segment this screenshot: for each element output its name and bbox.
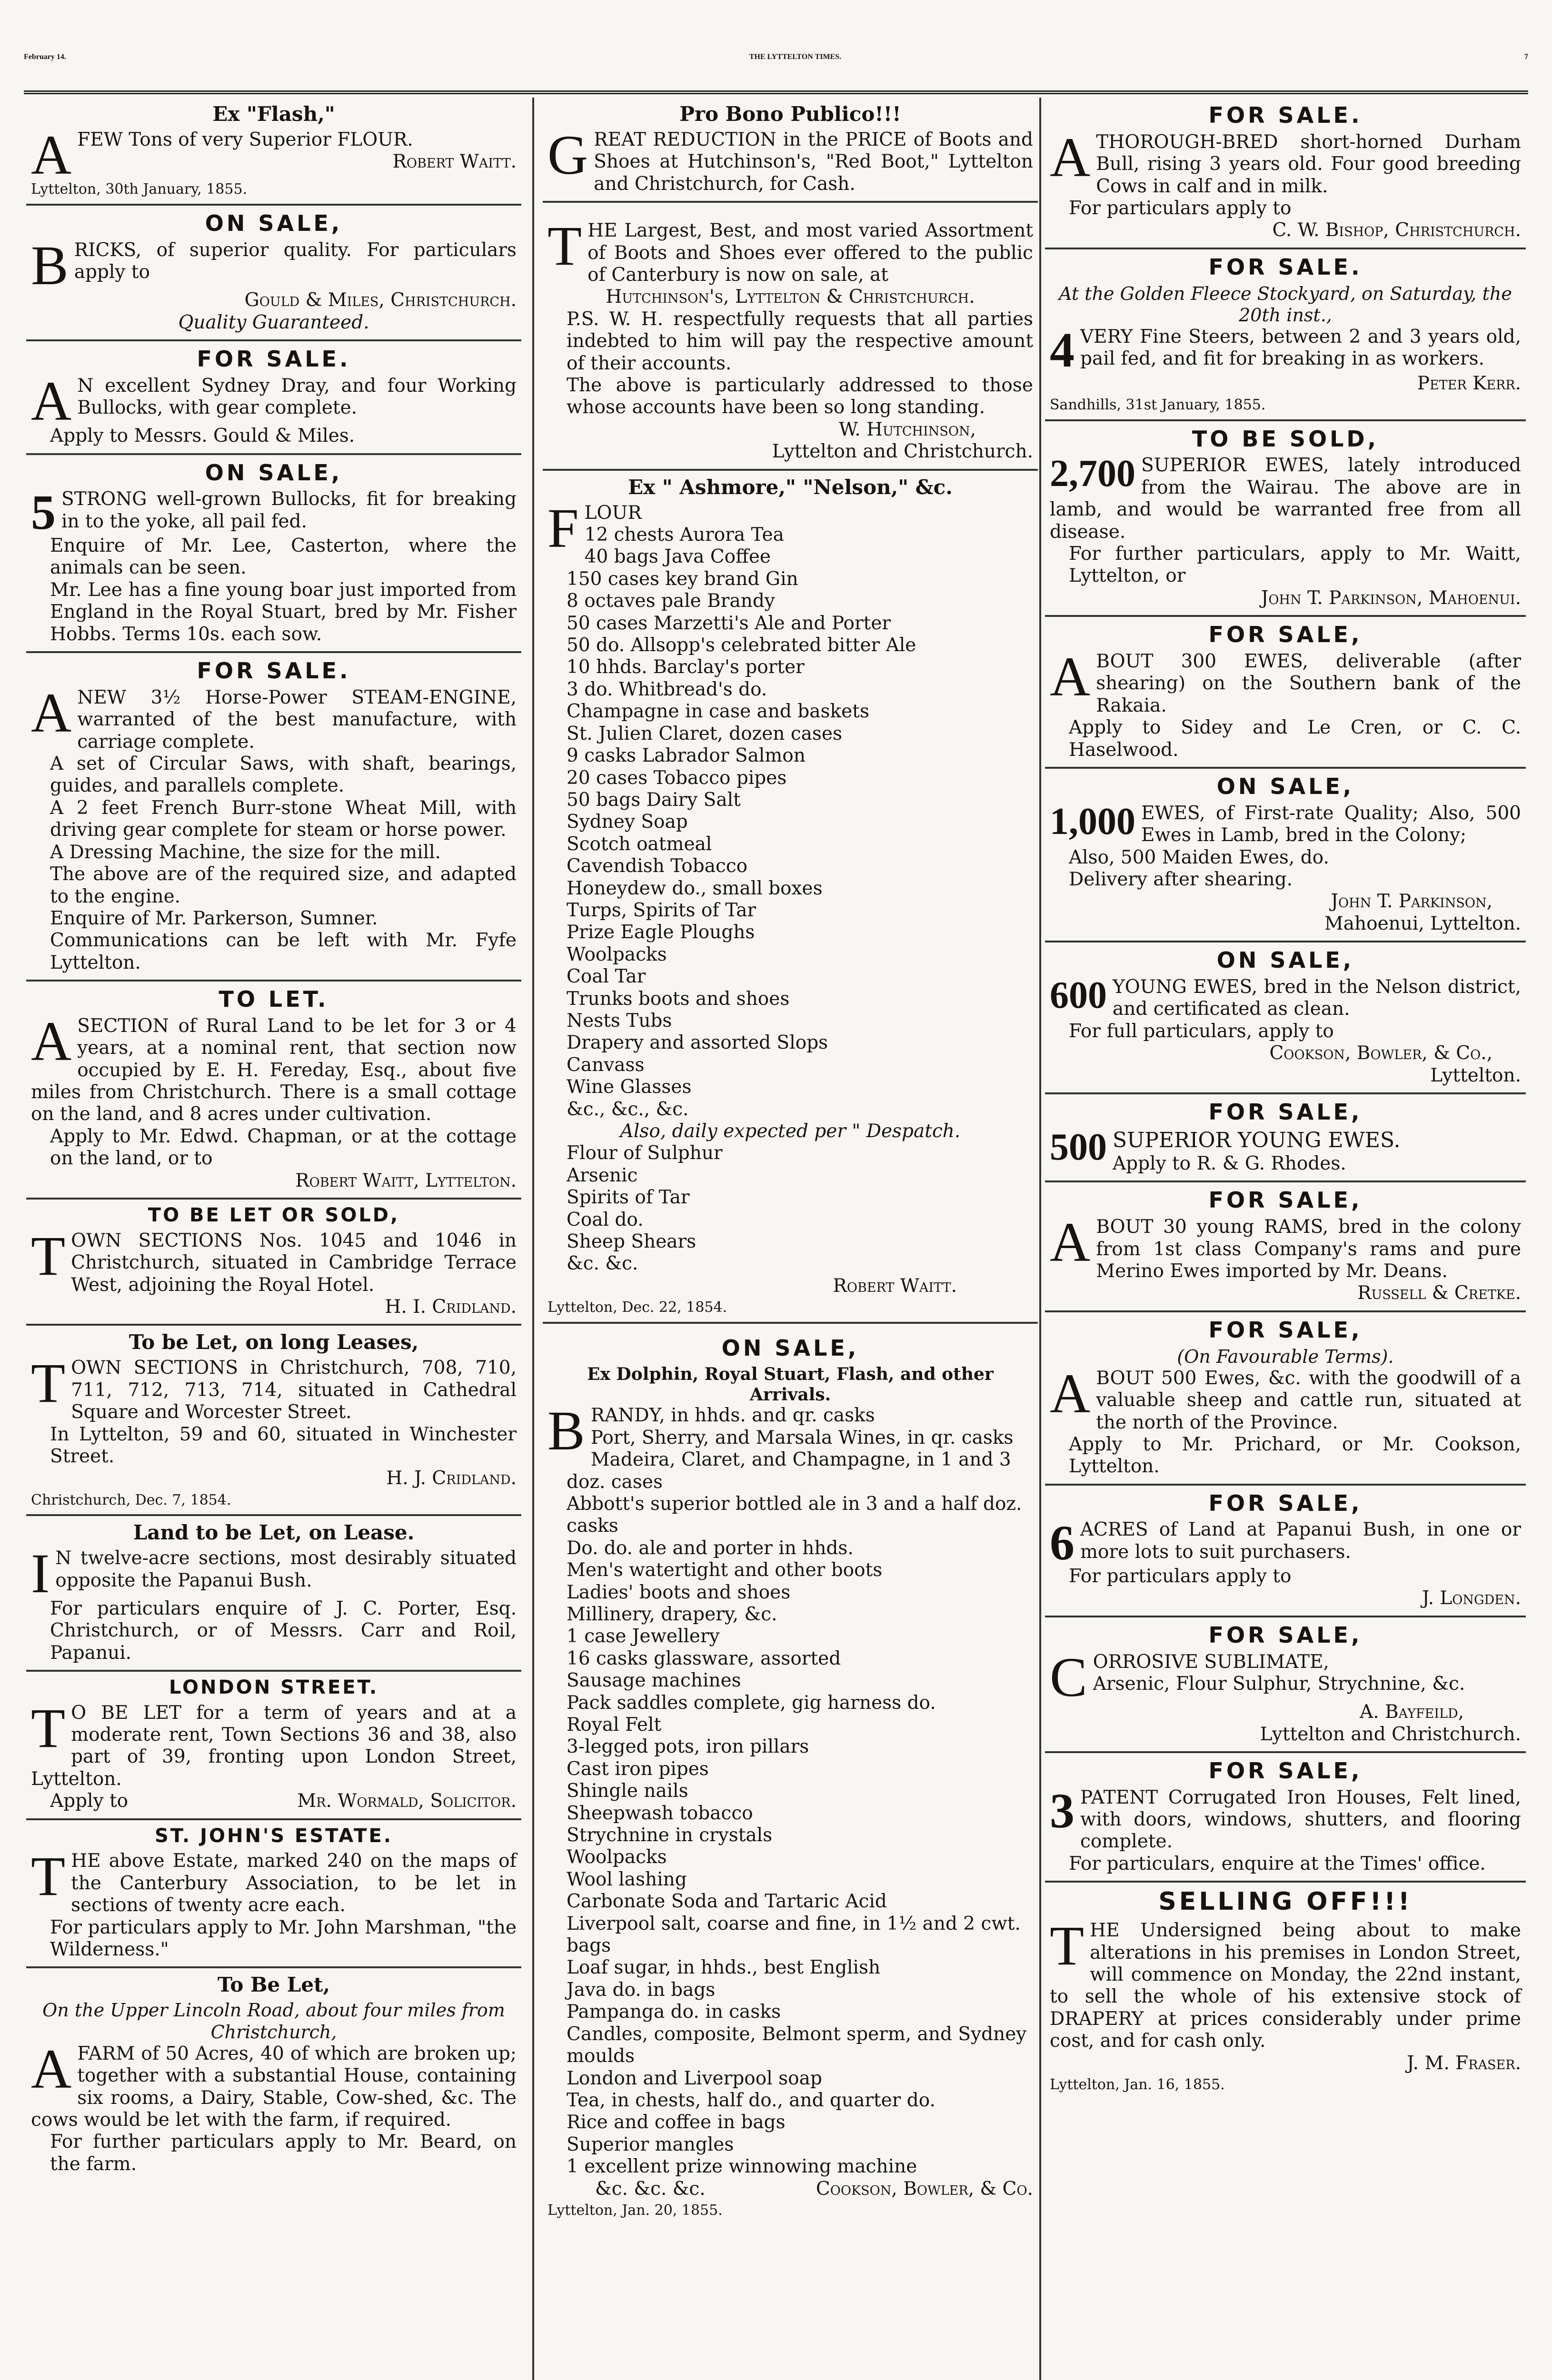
ad-heading: FOR SALE, xyxy=(1208,1187,1363,1213)
goods-item: 8 octaves pale Brandy xyxy=(567,590,775,612)
drop-cap: 500 xyxy=(1050,1126,1107,1168)
ad-rams xyxy=(1045,1182,1526,1312)
ad-text-line: Hutchinson's, Lyttelton & Christchurch. xyxy=(606,286,975,308)
ad-signature: Robert Waitt, Lyttelton. xyxy=(295,1170,517,1191)
ad-paragraph: For particulars apply to xyxy=(1069,1566,1292,1587)
ad-date: Lyttelton, Dec. 22, 1854. xyxy=(547,1299,727,1316)
ad-farm xyxy=(26,1968,521,2181)
ad-paragraph: For particulars enquire of J. C. Porter, Esq. Christchurch, or of Messrs. Carr and Roil, Papanui. xyxy=(50,1597,517,1664)
ad-paragraph: Delivery after shearing. xyxy=(1069,868,1293,890)
goods-item: Cavendish Tobacco xyxy=(567,855,748,877)
ad-bricks xyxy=(26,206,521,341)
ad-signature: Peter Kerr. xyxy=(1417,372,1521,394)
drop-cap: A xyxy=(31,1010,72,1072)
ad-dray xyxy=(26,341,521,455)
goods-item: Loaf sugar, in hhds., best English xyxy=(567,1957,881,1979)
ad-signature: Lyttelton. xyxy=(1430,1064,1521,1086)
ad-text: N twelve-acre sections, most desirably situated opposite the Papanui Bush. xyxy=(55,1547,517,1591)
ad-flash xyxy=(26,98,521,206)
ad-ewes-300 xyxy=(1045,617,1526,769)
ad-town-sections xyxy=(26,1200,521,1326)
ad-text: YOUNG EWES, bred in the Nelson district, and certificated as clean. xyxy=(1113,976,1521,1020)
ad-signature: H. I. Cridland. xyxy=(385,1296,517,1318)
ad-heading: TO LET. xyxy=(219,986,329,1012)
ad-paragraph: In Lyttelton, 59 and 60, situated in Winchester Street. xyxy=(50,1423,517,1467)
ad-text: ACRES of Land at Papanui Bush, in one or more lots to suit purchasers. xyxy=(1080,1519,1521,1563)
ad-paragraph: The above are of the required size, and adapted to the engine. xyxy=(50,863,517,907)
drop-cap: A xyxy=(1050,1211,1091,1274)
column-3 xyxy=(1045,98,1526,2380)
ad-signature: Mahoenui, Lyttelton. xyxy=(1324,912,1521,934)
goods-item: Drapery and assorted Slops xyxy=(567,1032,828,1054)
ad-paragraph: For further particulars apply to Mr. Beard, on the farm. xyxy=(50,2131,517,2175)
goods-item: Nests Tubs xyxy=(567,1010,672,1031)
goods-item: St. Julien Claret, dozen cases xyxy=(567,723,843,744)
goods-item: Java do. in bags xyxy=(567,1979,716,2001)
ad-london-street xyxy=(26,1672,521,1820)
goods-item: London and Liverpool soap xyxy=(567,2067,822,2089)
ad-heading: ON SALE, xyxy=(1216,947,1354,973)
goods-item: Coal Tar xyxy=(567,966,646,988)
ad-heading: FOR SALE, xyxy=(1208,1757,1363,1784)
ad-text: EWES, of First-rate Quality; Also, 500 Ewes in Lamb, bred in the Colony; xyxy=(1141,802,1521,846)
ad-subheading: At the Golden Fleece Stockyard, on Saturday, the 20th inst., xyxy=(1059,283,1512,326)
ad-paragraph: Apply to Mr. Edwd. Chapman, or at the cottage on the land, or to xyxy=(50,1125,517,1170)
drop-cap: A xyxy=(1050,1362,1091,1425)
ad-heading: Ex "Flash," xyxy=(212,102,335,126)
ad-heading: LONDON STREET. xyxy=(169,1676,379,1699)
ad-ewes-2700 xyxy=(1045,421,1526,617)
ad-st-johns xyxy=(26,1820,521,1969)
ad-text: RICKS, of superior quality. For particulars apply to xyxy=(74,239,517,283)
goods-item: 3-legged pots, iron pillars xyxy=(567,1736,809,1758)
ad-paragraph: For particulars apply to xyxy=(1069,197,1292,219)
ad-heading: ON SALE, xyxy=(205,459,343,486)
ad-date: Sandhills, 31st January, 1855. xyxy=(1050,396,1266,413)
drop-cap: T xyxy=(31,1224,66,1287)
ad-paragraph: A 2 feet French Burr-stone Wheat Mill, with driving gear complete for steam or horse power. xyxy=(50,797,517,841)
ad-date: Lyttelton, Jan. 20, 1855. xyxy=(547,2202,723,2219)
goods-item: Pampanga do. in casks xyxy=(567,2001,781,2023)
goods-item: Millinery, drapery, &c. xyxy=(567,1603,777,1625)
ad-signature: Cookson, Bowler, & Co., xyxy=(1269,1042,1492,1064)
ad-paragraph: For particulars apply to Mr. John Marshman, "the Wilderness." xyxy=(50,1916,517,1960)
ad-text: BOUT 30 young RAMS, bred in the colony from 1st class Company's rams and pure Merino Ewes imported by Mr. Deans. xyxy=(1096,1216,1521,1282)
ad-heading: FOR SALE, xyxy=(1208,622,1363,648)
drop-cap: A xyxy=(31,2037,72,2100)
goods-item: Tea, in chests, half do., and quarter do. xyxy=(567,2089,935,2111)
column-2 xyxy=(543,98,1038,2380)
ad-heading: ON SALE, xyxy=(1216,773,1354,799)
ad-signature: H. J. Cridland. xyxy=(386,1468,517,1489)
column-1 xyxy=(26,98,521,2380)
ad-text: PATENT Corrugated Iron Houses, Felt lined, with doors, windows, shutters, and flooring complete. xyxy=(1080,1786,1521,1853)
goods-item: Ladies' boots and shoes xyxy=(567,1581,791,1603)
ad-heading: FOR SALE, xyxy=(1208,1490,1363,1516)
ad-etc: &c. &c. &c. xyxy=(595,2178,706,2200)
ad-leases xyxy=(26,1326,521,1516)
ad-land-lease xyxy=(26,1516,521,1672)
ad-text: FEW Tons of very Superior FLOUR. xyxy=(77,129,413,150)
ad-heading: Land to be Let, on Lease. xyxy=(133,1521,415,1545)
goods-item: Scotch oatmeal xyxy=(567,833,712,855)
goods-item: Pack saddles complete, gig harness do. xyxy=(567,1692,936,1714)
ad-paragraph: Also, 500 Maiden Ewes, do. xyxy=(1069,846,1329,868)
goods-item: 12 chests Aurora Tea xyxy=(584,524,784,546)
ad-signature: Gould & Miles, Christchurch. xyxy=(244,289,517,311)
ad-paragraph: Apply to Sidey and Le Cren, or C. C. Haselwood. xyxy=(1069,717,1521,761)
ad-signature: Lyttelton and Christchurch. xyxy=(772,441,1033,463)
ad-paragraph: Enquire of Mr. Parkerson, Sumner. xyxy=(50,907,378,929)
ad-signature: John T. Parkinson, Mahoenui. xyxy=(1261,587,1521,609)
ad-text: BOUT 500 Ewes, &c. with the goodwill of a valuable sheep and cattle run, situated at the north of the Province. xyxy=(1096,1367,1521,1433)
ad-signature: Russell & Cretke. xyxy=(1357,1282,1521,1304)
ad-tolet xyxy=(26,982,521,1200)
ad-note: Also, daily expected per " Despatch. xyxy=(620,1121,961,1142)
ad-text: Apply to R. & G. Rhodes. xyxy=(1113,1153,1346,1174)
ad-text: RANDY, in hhds. and qr. casks xyxy=(590,1405,875,1427)
goods-item: 3 do. Whitbread's do. xyxy=(567,678,767,700)
goods-item: Liverpool salt, coarse and fine, in 1½ and 2 cwt. bags xyxy=(567,1913,1021,1957)
goods-item: Woolpacks xyxy=(567,1846,667,1868)
ad-signature: J. Longden. xyxy=(1422,1587,1521,1609)
goods-item: 150 cases key brand Gin xyxy=(567,568,798,590)
ad-text: N excellent Sydney Dray, and four Working Bullocks, with gear complete. xyxy=(77,375,517,419)
goods-item: Shingle nails xyxy=(567,1780,688,1802)
ad-text: NEW 3½ Horse-Power STEAM-ENGINE, warranted of the best manufacture, with carriage complete. xyxy=(77,686,517,753)
ad-text: O BE LET for a term of years and at a moderate rent, Town Sections 36 and 38, also part of 39, fronting upon London Street, Lyttelton. xyxy=(31,1702,517,1790)
page-number: 7 xyxy=(1524,53,1528,61)
goods-item: 1 case Jewellery xyxy=(567,1626,720,1647)
drop-cap: F xyxy=(547,496,579,559)
ad-ewes-1000 xyxy=(1045,769,1526,942)
masthead-title: THE LYTTELTON TIMES. xyxy=(749,53,842,61)
ad-apply: Apply to xyxy=(50,1790,129,1812)
goods-item: Strychnine in crystals xyxy=(567,1825,773,1846)
goods-item: 40 bags Java Coffee xyxy=(584,546,771,568)
drop-cap: T xyxy=(1050,1914,1084,1977)
ad-bullocks xyxy=(26,455,521,653)
goods-item: Abbott's superior bottled ale in 3 and a half doz. casks xyxy=(567,1493,1022,1537)
drop-cap: B xyxy=(31,234,69,297)
drop-cap: 4 xyxy=(1050,322,1074,377)
ad-text: HE above Estate, marked 240 on the maps of the Canterbury Association, to be let in sections of twenty acre each. xyxy=(71,1850,517,1916)
goods-item: Port, Sherry, and Marsala Wines, in qr. casks xyxy=(590,1427,1014,1448)
ad-subheading: On the Upper Lincoln Road, about four miles from Christchurch, xyxy=(42,2000,505,2043)
goods-item: Madeira, Claret, and Champagne, in 1 and 3 doz. cases xyxy=(567,1449,1011,1493)
goods-item: Carbonate Soda and Tartaric Acid xyxy=(567,1891,887,1913)
goods-item: Woolpacks xyxy=(567,943,667,965)
ad-heading: FOR SALE. xyxy=(197,346,351,372)
ad-acres xyxy=(1045,1486,1526,1617)
ad-subheading: Ex Dolphin, Royal Stuart, Flash, and other Arrivals. xyxy=(587,1364,994,1405)
ad-text: SUPERIOR EWES, lately introduced from the Wairau. The above are in lamb, and would be warranted free from all disease. xyxy=(1050,455,1521,543)
ad-paragraph: Apply to Mr. Prichard, or Mr. Cookson, Lyttelton. xyxy=(1069,1433,1521,1478)
goods-item: Turps, Spirits of Tar xyxy=(567,899,756,921)
drop-cap: 6 xyxy=(1050,1516,1074,1571)
ad-paragraph: Enquire of Mr. Lee, Casterton, where the animals can be seen. xyxy=(50,535,517,579)
ad-heading: TO BE SOLD, xyxy=(1192,426,1379,452)
drop-cap: 3 xyxy=(1050,1783,1074,1838)
ad-signature: Cookson, Bowler, & Co. xyxy=(816,2178,1033,2200)
ad-text: ORROSIVE SUBLIMATE, xyxy=(1093,1651,1329,1673)
ad-heading: Pro Bono Publico!!! xyxy=(679,102,901,126)
ad-text: REAT REDUCTION in the PRICE of Boots and Shoes at Hutchinson's, "Red Boot," Lyttelton and Christchurch, for Cash. xyxy=(594,129,1033,195)
drop-cap: 2,700 xyxy=(1050,453,1135,495)
goods-item: 1 excellent prize winnowing machine xyxy=(567,2156,917,2178)
ad-text: OWN SECTIONS in Christchurch, 708, 710, 711, 712, 713, 714, situated in Cathedral Square and Worcester Street. xyxy=(71,1357,517,1423)
ad-text: STRONG well-grown Bullocks, fit for breaking in to the yoke, all pail fed. xyxy=(61,488,517,532)
ad-note: Quality Guaranteed. xyxy=(178,311,369,333)
goods-item: 50 cases Marzetti's Ale and Porter xyxy=(567,612,891,634)
ad-heading: FOR SALE. xyxy=(1208,102,1363,128)
drop-cap: G xyxy=(547,123,588,186)
drop-cap: B xyxy=(547,1399,585,1462)
ad-heading: ON SALE, xyxy=(721,1335,859,1361)
drop-cap: T xyxy=(31,1696,66,1759)
ad-text: VERY Fine Steers, between 2 and 3 years old, pail fed, and fit for breaking in as workers. xyxy=(1080,326,1521,370)
ad-pro-bono xyxy=(543,98,1038,203)
goods-item: Canvass xyxy=(567,1054,645,1076)
ad-paragraph: For particulars, enquire at the Times' office. xyxy=(1069,1853,1486,1874)
ad-paragraph: Communications can be left with Mr. Fyfe Lyttelton. xyxy=(50,930,517,973)
ad-signature: Robert Waitt. xyxy=(392,151,517,173)
ad-text: OWN SECTIONS Nos. 1045 and 1046 in Christchurch, situated in Cambridge Terrace West, adjoining the Royal Hotel. xyxy=(71,1230,517,1296)
goods-item: &c., &c., &c. xyxy=(567,1098,689,1120)
ad-signature: C. W. Bishop, Christchurch. xyxy=(1272,219,1521,241)
drop-cap: A xyxy=(31,369,72,432)
ad-date: Lyttelton, 30th January, 1855. xyxy=(31,181,248,198)
goods-item: Wine Glasses xyxy=(567,1076,692,1098)
goods-item: Champagne in case and baskets xyxy=(567,701,869,723)
ad-paragraph: For further particulars, apply to Mr. Waitt, Lyttelton, or xyxy=(1069,543,1521,587)
goods-item: 50 bags Dairy Salt xyxy=(567,789,741,811)
ad-paragraph: Mr. Lee has a fine young boar just imported from England in the Royal Stuart, bred by Mr. Fisher Hobbs. Terms 10s. each sow. xyxy=(50,579,517,645)
ad-shorthorn xyxy=(1045,98,1526,249)
drop-cap: A xyxy=(1050,126,1091,188)
ad-heading: ON SALE, xyxy=(205,210,343,237)
goods-item: 50 do. Allsopp's celebrated bitter Ale xyxy=(567,635,916,656)
drop-cap: C xyxy=(1050,1646,1087,1708)
goods-item: Arsenic xyxy=(567,1164,638,1186)
goods-item: Sheep Shears xyxy=(567,1231,696,1253)
ad-text: SUPERIOR YOUNG EWES. xyxy=(1113,1128,1401,1152)
masthead-date: February 14. xyxy=(24,53,66,61)
drop-cap: A xyxy=(31,681,72,744)
ad-selling-off xyxy=(1045,1883,1526,2099)
drop-cap: T xyxy=(31,1845,66,1908)
ad-engine xyxy=(26,653,521,982)
ad-paragraph: A set of Circular Saws, with shaft, bearings, guides, and parallels complete. xyxy=(50,753,517,797)
ad-apply: Apply to Messrs. Gould & Miles. xyxy=(50,425,355,447)
ad-paragraph: For full particulars, apply to xyxy=(1069,1020,1334,1042)
ad-heading: TO BE LET OR SOLD, xyxy=(148,1204,400,1227)
column-divider xyxy=(1039,98,1041,2380)
drop-cap: A xyxy=(1050,645,1091,708)
goods-item: Trunks boots and shoes xyxy=(567,988,790,1010)
goods-item: 16 casks glassware, assorted xyxy=(567,1647,841,1669)
ad-date: Lyttelton, Jan. 16, 1855. xyxy=(1050,2076,1225,2093)
ad-heading: SELLING OFF!!! xyxy=(1158,1887,1413,1916)
goods-item: Sausage machines xyxy=(567,1670,741,1692)
ad-ewes-500 xyxy=(1045,1094,1526,1183)
ad-ashmore xyxy=(543,471,1038,1324)
goods-item: 20 cases Tobacco pipes xyxy=(567,767,787,789)
ad-signature: John T. Parkinson, xyxy=(1331,891,1492,912)
ad-ewes-600 xyxy=(1045,942,1526,1094)
masthead xyxy=(24,29,1528,86)
drop-cap: 1,000 xyxy=(1050,800,1135,843)
ad-iron-houses xyxy=(1045,1753,1526,1883)
ad-text: HE Undersigned being about to make alterations in his premises in London Street, will commence on Monday, the 22nd instant, to sell the whole of his extensive stock of DRAPERY at prices considerably under prime cost, and for cash only. xyxy=(1050,1920,1521,2052)
masthead-rule xyxy=(24,90,1528,94)
goods-item: 9 casks Labrador Salmon xyxy=(567,745,806,767)
goods-item: Sheepwash tobacco xyxy=(567,1802,753,1824)
ad-heading: Ex " Ashmore," "Nelson," &c. xyxy=(628,475,953,499)
ad-paragraph: The above is particularly addressed to those whose accounts have been so long standing. xyxy=(567,375,1033,418)
ad-boots xyxy=(543,203,1038,470)
drop-cap: 5 xyxy=(31,485,56,540)
goods-item: Wool lashing xyxy=(567,1868,687,1890)
ad-text: SECTION of Rural Land to be let for 3 or 4 years, at a nominal rent, that section now occupied by E. H. Fereday, Esq., about five miles from Christchurch. There is a small cottage on the land, and 8 acres under cultivation. xyxy=(31,1015,517,1125)
drop-cap: T xyxy=(547,215,582,278)
goods-item: Royal Felt xyxy=(567,1714,662,1736)
ad-heading: FOR SALE. xyxy=(197,658,351,684)
ad-paragraph: P.S. W. H. respectfully requests that all parties indebted to him will pay the respective amount of their accounts. xyxy=(567,308,1033,374)
ad-text: LOUR xyxy=(584,502,642,524)
ad-signature: W. Hutchinson, xyxy=(839,418,976,440)
goods-item: Men's watertight and other boots xyxy=(567,1559,883,1581)
ad-sublimate xyxy=(1045,1617,1526,1753)
ad-text: HE Largest, Best, and most varied Assortment of Boots and Shoes ever offered to the public of Canterbury is now on sale, at xyxy=(587,220,1033,286)
ad-heading: FOR SALE, xyxy=(1208,1099,1363,1125)
goods-item: Do. do. ale and porter in hhds. xyxy=(567,1537,854,1559)
goods-item: Rice and coffee in bags xyxy=(567,2112,786,2133)
drop-cap: I xyxy=(31,1542,50,1605)
goods-item: Cast iron pipes xyxy=(567,1758,709,1780)
ad-heading: FOR SALE, xyxy=(1208,1622,1363,1648)
ad-paragraph: A Dressing Machine, the size for the mill. xyxy=(50,841,441,863)
ad-date: Christchurch, Dec. 7, 1854. xyxy=(31,1491,231,1508)
ad-on-sale-brandy xyxy=(543,1324,1038,2225)
ad-text: BOUT 300 EWES, deliverable (after shearing) on the Southern bank of the Rakaia. xyxy=(1096,650,1521,716)
goods-item: &c. &c. xyxy=(567,1253,638,1275)
ad-steers xyxy=(1045,249,1526,421)
goods-item: Prize Eagle Ploughs xyxy=(567,922,755,943)
ad-text: FARM of 50 Acres, 40 of which are broken up; together with a substantial House, containing six rooms, a Dairy, Stable, Cow-shed, &c. The cows would be let with the farm, if required. xyxy=(31,2043,517,2131)
ad-signature: Lyttelton and Christchurch. xyxy=(1260,1723,1521,1745)
goods-item: Flour of Sulphur xyxy=(567,1142,723,1164)
ad-signature: Robert Waitt. xyxy=(833,1275,957,1297)
goods-item: Sydney Soap xyxy=(567,811,688,833)
ad-heading: To be Let, on long Leases, xyxy=(129,1330,419,1354)
ad-subheading: (On Favourable Terms). xyxy=(1177,1346,1394,1367)
drop-cap: T xyxy=(31,1352,66,1415)
ad-heading: FOR SALE, xyxy=(1208,1317,1363,1343)
goods-item: Spirits of Tar xyxy=(567,1187,690,1209)
drop-cap: A xyxy=(31,123,72,186)
ad-text: Arsenic, Flour Sulphur, Strychnine, &c. xyxy=(1093,1673,1465,1695)
goods-item: 10 hhds. Barclay's porter xyxy=(567,656,805,678)
goods-item: Honeydew do., small boxes xyxy=(567,877,823,899)
drop-cap: 600 xyxy=(1050,974,1107,1016)
ad-heading: FOR SALE. xyxy=(1208,254,1363,280)
goods-item: Superior mangles xyxy=(567,2133,734,2155)
ad-signature: Mr. Wormald, Solicitor. xyxy=(297,1790,517,1812)
column-divider xyxy=(532,98,534,2380)
ad-heading: ST. JOHN'S ESTATE. xyxy=(155,1825,393,1847)
goods-list xyxy=(547,1142,1033,1275)
ad-signature: J. M. Fraser. xyxy=(1407,2052,1521,2074)
goods-item: Candles, composite, Belmont sperm, and Sydney moulds xyxy=(567,2023,1027,2067)
goods-list xyxy=(547,1427,1033,2178)
goods-item: Coal do. xyxy=(567,1209,644,1230)
ad-goodwill xyxy=(1045,1312,1526,1486)
ad-heading: To Be Let, xyxy=(217,1973,330,1997)
ad-text: THOROUGH-BRED short-horned Durham Bull, rising 3 years old. Four good breeding Cows in calf and in milk. xyxy=(1096,131,1521,197)
goods-list xyxy=(547,524,1033,1121)
ad-signature: A. Bayfeild, xyxy=(1360,1701,1464,1723)
